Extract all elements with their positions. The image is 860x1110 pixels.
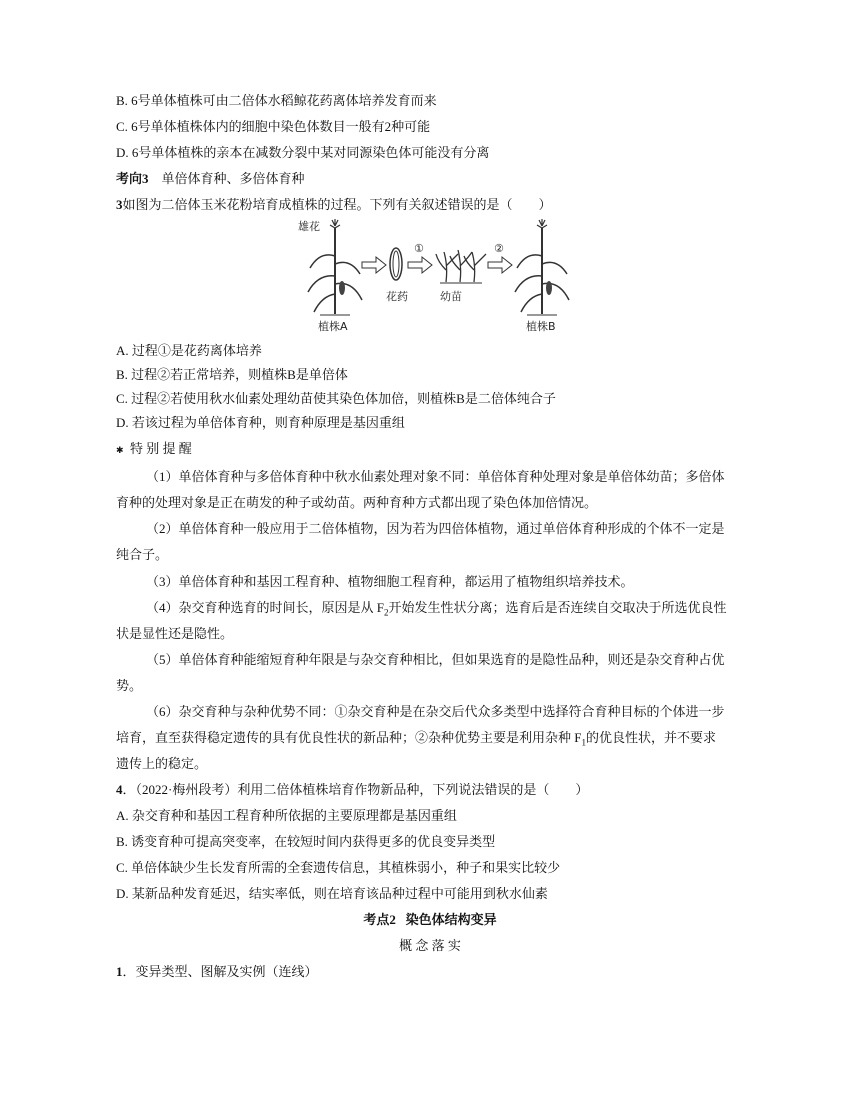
kaodian-label: 考点2 [363,912,396,927]
tip-6-line-3: 遗传上的稳定。 [116,756,208,771]
tip-6-line-2 [116,729,716,752]
label-seedling: 幼苗 [440,290,462,303]
question-text: 如图为二倍体玉米花粉培育成植株的过程。下列有关叙述错误的是（ ） [122,197,552,212]
tip-4-line-2: 状是显性还是隐性。 [116,626,234,641]
tip-5-line-1: （5）单倍体育种能缩短育种年限是与杂交育种相比，但如果选育的是隐性品种，则还是杂交育种占优 [146,652,725,667]
tip-4-text-cont: 开始发生性状分离；选育后是否连续自交取决于所选优良性 [388,600,727,615]
item-text: ．变异类型、图解及实例（连线） [122,964,318,979]
subheading: 概 念 落 实 [399,938,461,953]
label-anther: 花药 [386,290,408,303]
plant-b-icon [515,219,569,315]
question-number: 4 [116,782,123,797]
q4-option-a: A. 杂交育种和基因工程育种所依据的主要原理都是基因重组 [116,808,457,823]
tip-6-text: 培育，直至获得稳定遗传的具有优良性状的新品种；②杂种优势主要是利用杂种 F [116,730,582,745]
q4-option-c: C. 单倍体缺少生长发育所需的全套遗传信息，其植株弱小，种子和果实比较少 [116,860,561,875]
item-1 [116,963,318,981]
figure-svg [290,216,580,336]
kaodian-heading [0,911,860,929]
arrow-icon [362,257,386,273]
q4-option-b: B. 诱变育种可提高突变率，在较短时间内获得更多的优良变异类型 [116,834,496,849]
label-plant-a: 植株A [318,320,348,333]
q3-option-a: A. 过程①是花药离体培养 [116,343,262,358]
section-label: 考向3 [116,171,149,186]
item-number: 1 [116,964,123,979]
tip-1-line-2: 育种的处理对象是正在萌发的种子或幼苗。两种育种方式都出现了染色体加倍情况。 [116,495,598,510]
option-c-prev: C. 6号单体植株体内的细胞中染色体数目一般有2种可能 [116,119,431,134]
tip-6-subscript: 1 [581,737,586,748]
tips-title: 特 别 提 醒 [130,441,192,456]
tip-4-text: （4）杂交育种选育的时间长，原因是从 F [146,600,384,615]
q4-option-d: D. 某新品种发育延迟，结实率低，则在培育该品种过程中可能用到秋水仙素 [116,886,548,901]
question-4-stem [116,781,588,799]
kaodian-title: 染色体结构变异 [405,912,497,927]
anther-icon [390,248,402,280]
q3-option-c: C. 过程②若使用秋水仙素处理幼苗使其染色体加倍，则植株B是二倍体纯合子 [116,391,556,406]
tip-4-subscript: 2 [383,607,389,618]
label-stamen: 雄花 [298,220,320,233]
tip-2-line-2: 纯合子。 [116,547,169,562]
corn-breeding-figure [290,216,580,336]
tips-heading [116,440,192,459]
question-text: ．（2022·梅州段考）利用二倍体植株培育作物新品种，下列说法错误的是（ ） [122,782,589,797]
q3-option-b: B. 过程②若正常培养，则植株B是单倍体 [116,367,348,382]
tip-1-line-1: （1）单倍体育种与多倍体育种中秋水仙素处理对象不同：单倍体育种处理对象是单倍体幼苗；多倍体 [146,469,725,484]
seedling-icon [436,250,486,283]
option-b-prev: B. 6号单体植株可由二倍体水稻鲸花药离体培养发育而来 [116,93,437,108]
tip-2-line-1: （2）单倍体育种一般应用于二倍体植物，因为若为四倍体植物，通过单倍体育种形成的个体不一定是 [146,521,725,536]
section-title: 单倍体育种、多倍体育种 [161,171,305,186]
tip-5-line-2: 势。 [116,678,143,693]
tip-6-text-cont: 的优良性状，并不要求 [585,730,716,745]
star-icon: ✱ [116,445,124,455]
arrow-icon [488,257,512,273]
q3-option-d: D. 若该过程为单倍体育种，则育种原理是基因重组 [116,415,405,430]
label-plant-b: 植株B [526,320,556,333]
step-2-label: ② [494,242,504,255]
tip-4-line-1 [146,599,727,622]
question-3-stem [116,196,552,214]
tip-3: （3）单倍体育种和基因工程育种、植物细胞工程育种，都运用了植物组织培养技术。 [146,574,634,589]
tip-6-line-1: （6）杂交育种与杂种优势不同：①杂交育种是在杂交后代众多类型中选择符合育种目标的个体进一步 [146,704,725,719]
question-number: 3 [116,197,123,212]
step-1-label: ① [414,242,424,255]
option-d-prev: D. 6号单体植株的亲本在减数分裂中某对同源染色体可能没有分离 [116,145,490,160]
plant-a-icon [308,219,362,315]
section-heading [116,170,305,188]
arrow-icon [408,257,432,273]
